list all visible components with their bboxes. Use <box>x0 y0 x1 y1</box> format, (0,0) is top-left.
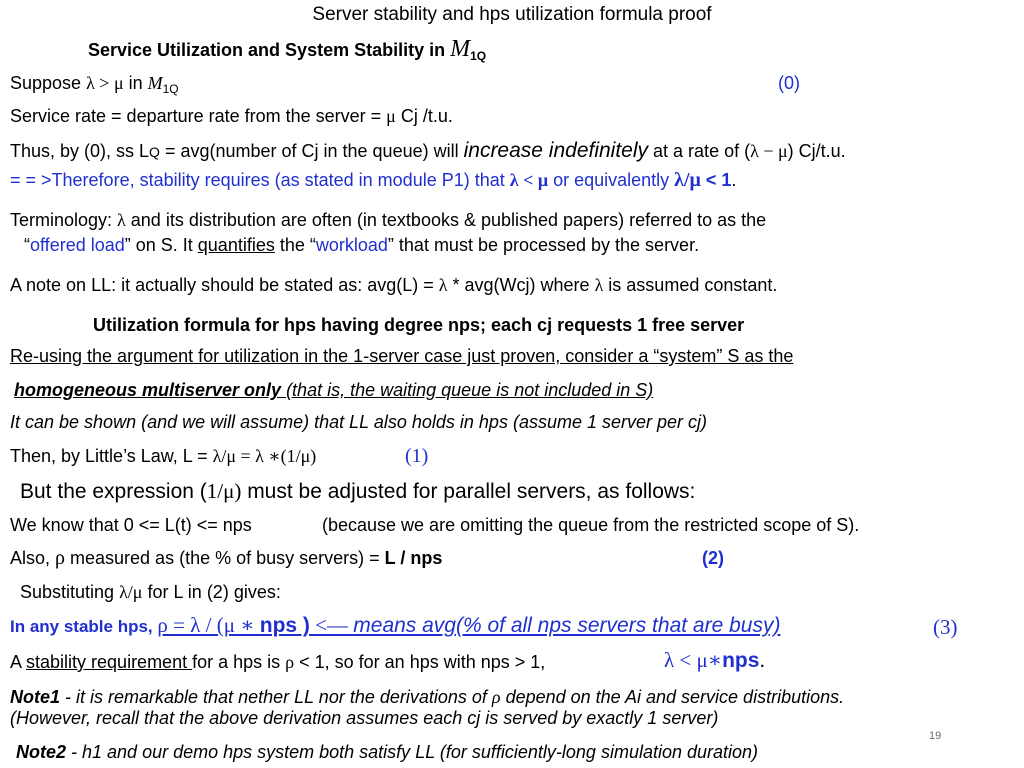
heading-utilization-formula: Utilization formula for hps having degree nps; each cj requests 1 free server <box>93 315 745 335</box>
page-number: 19 <box>929 730 942 742</box>
ll-holds-line: It can be shown (and we will assume) that LL also holds in hps (assume 1 server per cj) <box>10 412 707 432</box>
rho-definition-line: Also, ρ measured as (the % of busy servers) = L / nps <box>10 547 443 569</box>
stable-hps-formula-line: In any stable hps, ρ = λ / (μ ∗ nps ) <–– means avg(% of all nps servers that are busy) <box>10 613 781 637</box>
lt-bounds-line: We know that 0 <= L(t) <= nps <box>10 515 252 535</box>
equation-number-1: (1) <box>405 445 429 467</box>
ll-note-line: A note on LL: it actually should be stated as: avg(L) = λ * avg(Wcj) where λ is assumed constant. <box>10 275 778 295</box>
stability-requirement-line: A stability requirement for a hps is ρ < 1, so for an hps with nps > 1, <box>10 652 546 672</box>
equation-number-2: (2) <box>702 548 724 568</box>
stability-condition-line: = = >Therefore, stability requires (as stated in module P1) that λ < μ or equivalently λ/μ < 1. <box>10 169 737 191</box>
offered-load-term: offered load <box>30 235 125 255</box>
workload-term: workload <box>315 235 388 255</box>
note1-line: Note1 - it is remarkable that nether LL nor the derivations of ρ depend on the Ai and service distributions. <box>10 687 845 707</box>
substituting-line: Substituting λ/μ for L in (2) gives: <box>20 582 281 602</box>
queue-growth-line: Thus, by (0), ss LQ = avg(number of Cj in the queue) will increase indefinitely at a rate of (λ − μ) Cj/t.u. <box>10 139 846 162</box>
reusing-argument-line: Re-using the argument for utilization in the 1-server case just proven, consider a “system” S as the <box>10 346 794 366</box>
equation-number-0: (0) <box>778 73 800 93</box>
heading-service-utilization: Service Utilization and System Stability in $M_{1Q}$ <box>88 36 487 63</box>
slide-title: Server stability and hps utilization formula proof <box>312 4 712 25</box>
littles-law-line: Then, by Little’s Law, L = λ/μ = λ ∗(1/μ) <box>10 446 317 466</box>
offered-load-line: “offered load” on S. It quantifies the “workload” that must be processed by the server. <box>24 235 700 255</box>
note2-line: Note2 - h1 and our demo hps system both satisfy LL (for sufficiently-long simulation duration) <box>16 742 759 762</box>
hps-stability-condition: λ < μ∗nps. <box>664 648 766 672</box>
equation-number-3: (3) <box>933 615 958 639</box>
queue-omission-note: (because we are omitting the queue from the restricted scope of S). <box>322 515 860 535</box>
service-rate-line: Service rate = departure rate from the server = μ Cj /t.u. <box>10 106 453 126</box>
expression-adjust-line: But the expression (1/μ) must be adjusted for parallel servers, as follows: <box>20 479 696 503</box>
homogeneous-multiserver-line: homogeneous multiserver only (that is, the waiting queue is not included in S) <box>14 380 654 400</box>
note1-continuation: (However, recall that the above derivation assumes each cj is served by exactly 1 server) <box>10 708 719 728</box>
suppose-line: Suppose λ > μ in $M_{1Q}$ <box>10 73 179 96</box>
terminology-line: Terminology: λ and its distribution are often (in textbooks & published papers) referred to as the <box>10 210 767 230</box>
